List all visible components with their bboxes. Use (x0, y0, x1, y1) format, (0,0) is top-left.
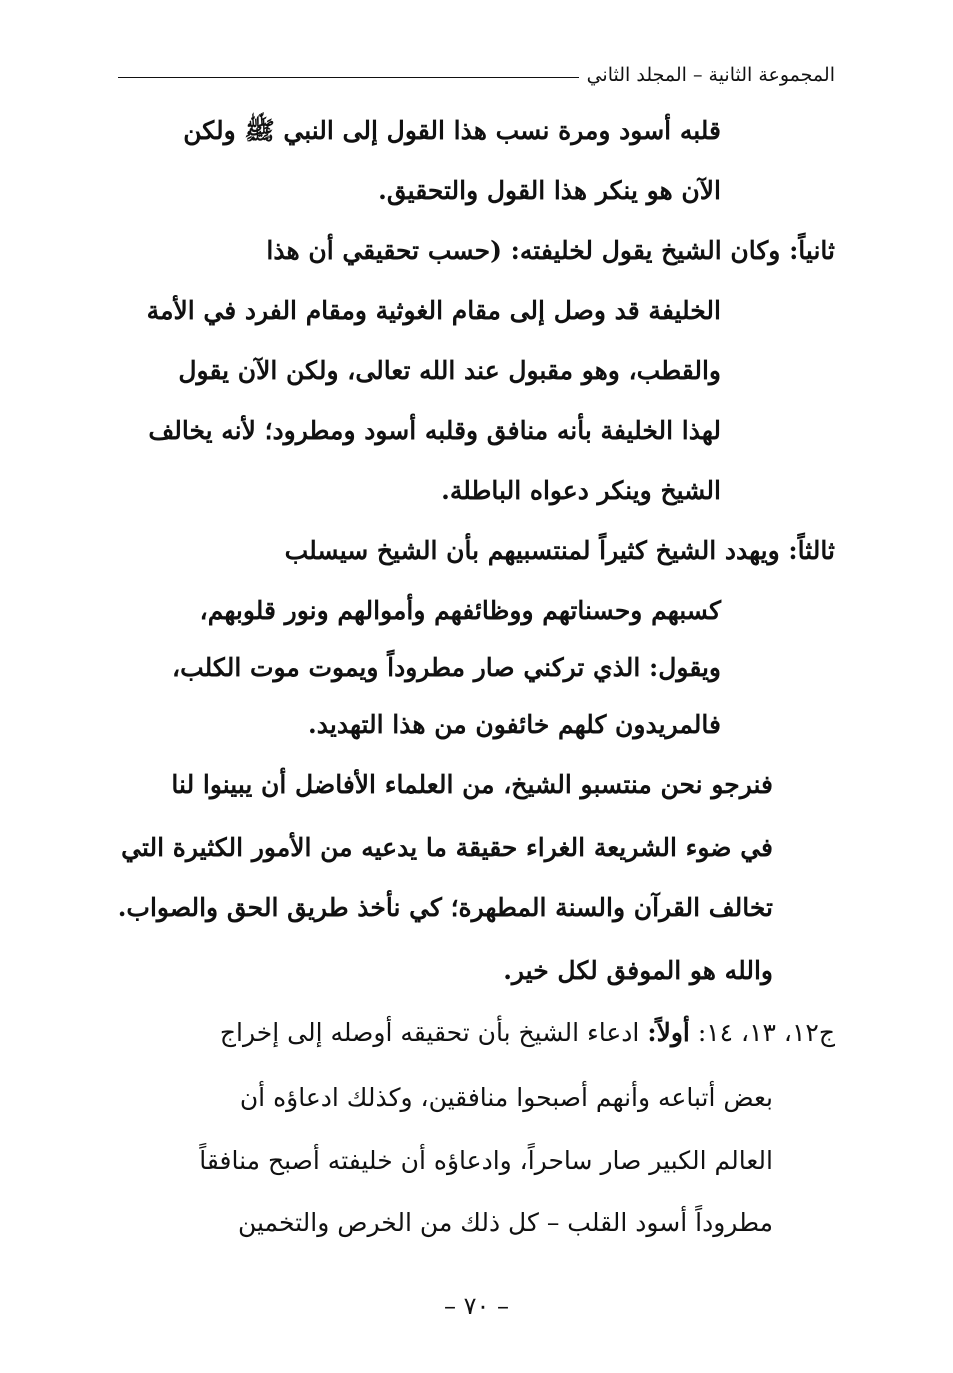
p2-text-1: وكان الشيخ يقول لخليفته: (حسب تحقيقي أن هذا (266, 236, 781, 265)
p4-line-2 (121, 835, 773, 860)
p4-line-1 (171, 772, 773, 797)
p4-text-2: في ضوء الشريعة الغراء حقيقة ما يدعيه من الأمور الكثيرة التي (121, 833, 773, 862)
p2-line-4 (148, 418, 721, 443)
p3-text-4: فالمريدون كلهم خائفون من هذا التهديد. (308, 710, 721, 739)
p2-line-3 (178, 358, 721, 383)
p3-line-2 (200, 598, 721, 623)
p2-line-5 (441, 478, 721, 503)
p2-text-3: والقطب، وهو مقبول عند الله تعالى، ولكن الآن يقول (178, 356, 721, 385)
header-rule (118, 77, 579, 78)
p3-text-3: ويقول: الذي تركني صار مطروداً ويموت موت الكلب، (172, 653, 721, 682)
p4-line-4 (503, 958, 773, 983)
p2-text-4: لهذا الخليفة بأنه منافق وقلبه أسود ومطرود؛ لأنه يخالف (148, 416, 721, 445)
running-header (118, 56, 835, 86)
answer-text-1: ادعاء الشيخ بأن تحقيقه أوصله إلى إخراج (219, 1018, 640, 1047)
p2-text-5: الشيخ وينكر دعواه الباطلة. (441, 476, 721, 505)
running-header-title: المجموعة الثانية – المجلد الثاني (586, 64, 835, 86)
p4-text-4: والله هو الموفق لكل خير. (503, 956, 773, 985)
answer-label: ج١٢، ١٣، ١٤: (697, 1018, 835, 1047)
answer-line-1 (220, 1020, 835, 1045)
answer-text-3: العالم الكبير صار ساحراً، وادعاؤه أن خليفته أصبح منافقاً (199, 1146, 773, 1175)
p2-line-1 (119, 238, 835, 263)
p4-line-3 (118, 895, 773, 920)
answer-text-2: بعض أتباعه وأنهم أصبحوا منافقين، وكذلك ادعاؤه أن (239, 1083, 773, 1112)
p2-line-2 (147, 298, 721, 323)
p3-text-2: كسبهم وحسناتهم ووظائفهم وأموالهم ونور قلوبهم، (199, 596, 721, 625)
answer-text-4: مطروداً أسود القلب – كل ذلك من الخرص والتخمين (237, 1208, 773, 1237)
p3-line-1 (285, 538, 835, 563)
p3-line-4 (308, 712, 721, 737)
answer-line-2 (240, 1085, 773, 1110)
p4-text-3: تخالف القرآن والسنة المطهرة؛ كي نأخذ طريق الحق والصواب. (117, 893, 773, 922)
answer-line-3 (199, 1148, 773, 1173)
p1-text-2: الآن هو ينكر هذا القول والتحقيق. (378, 176, 721, 205)
page-number: – ٧٠ – (443, 1292, 510, 1320)
answer-first-label: أولاً: (647, 1018, 690, 1047)
p3-text-1: ويهدد الشيخ كثيراً لمنتسبيهم بأن الشيخ سيسلب (284, 536, 780, 565)
p3-label: ثالثاً: (788, 536, 835, 565)
p1-line-2 (378, 178, 721, 203)
p3-line-3 (172, 655, 721, 680)
p4-text-1: فنرجو نحن منتسبو الشيخ، من العلماء الأفاضل أن يبينوا لنا (171, 770, 773, 799)
answer-line-4 (238, 1210, 773, 1235)
p2-label: ثانياً: (789, 236, 835, 265)
p1-text-1: قلبه أسود ومرة نسب هذا القول إلى النبي ﷺ ولكن (183, 116, 721, 145)
p1-line-1 (117, 118, 721, 143)
p2-text-2: الخليفة قد وصل إلى مقام الغوثية ومقام الفرد في الأمة (146, 296, 721, 325)
